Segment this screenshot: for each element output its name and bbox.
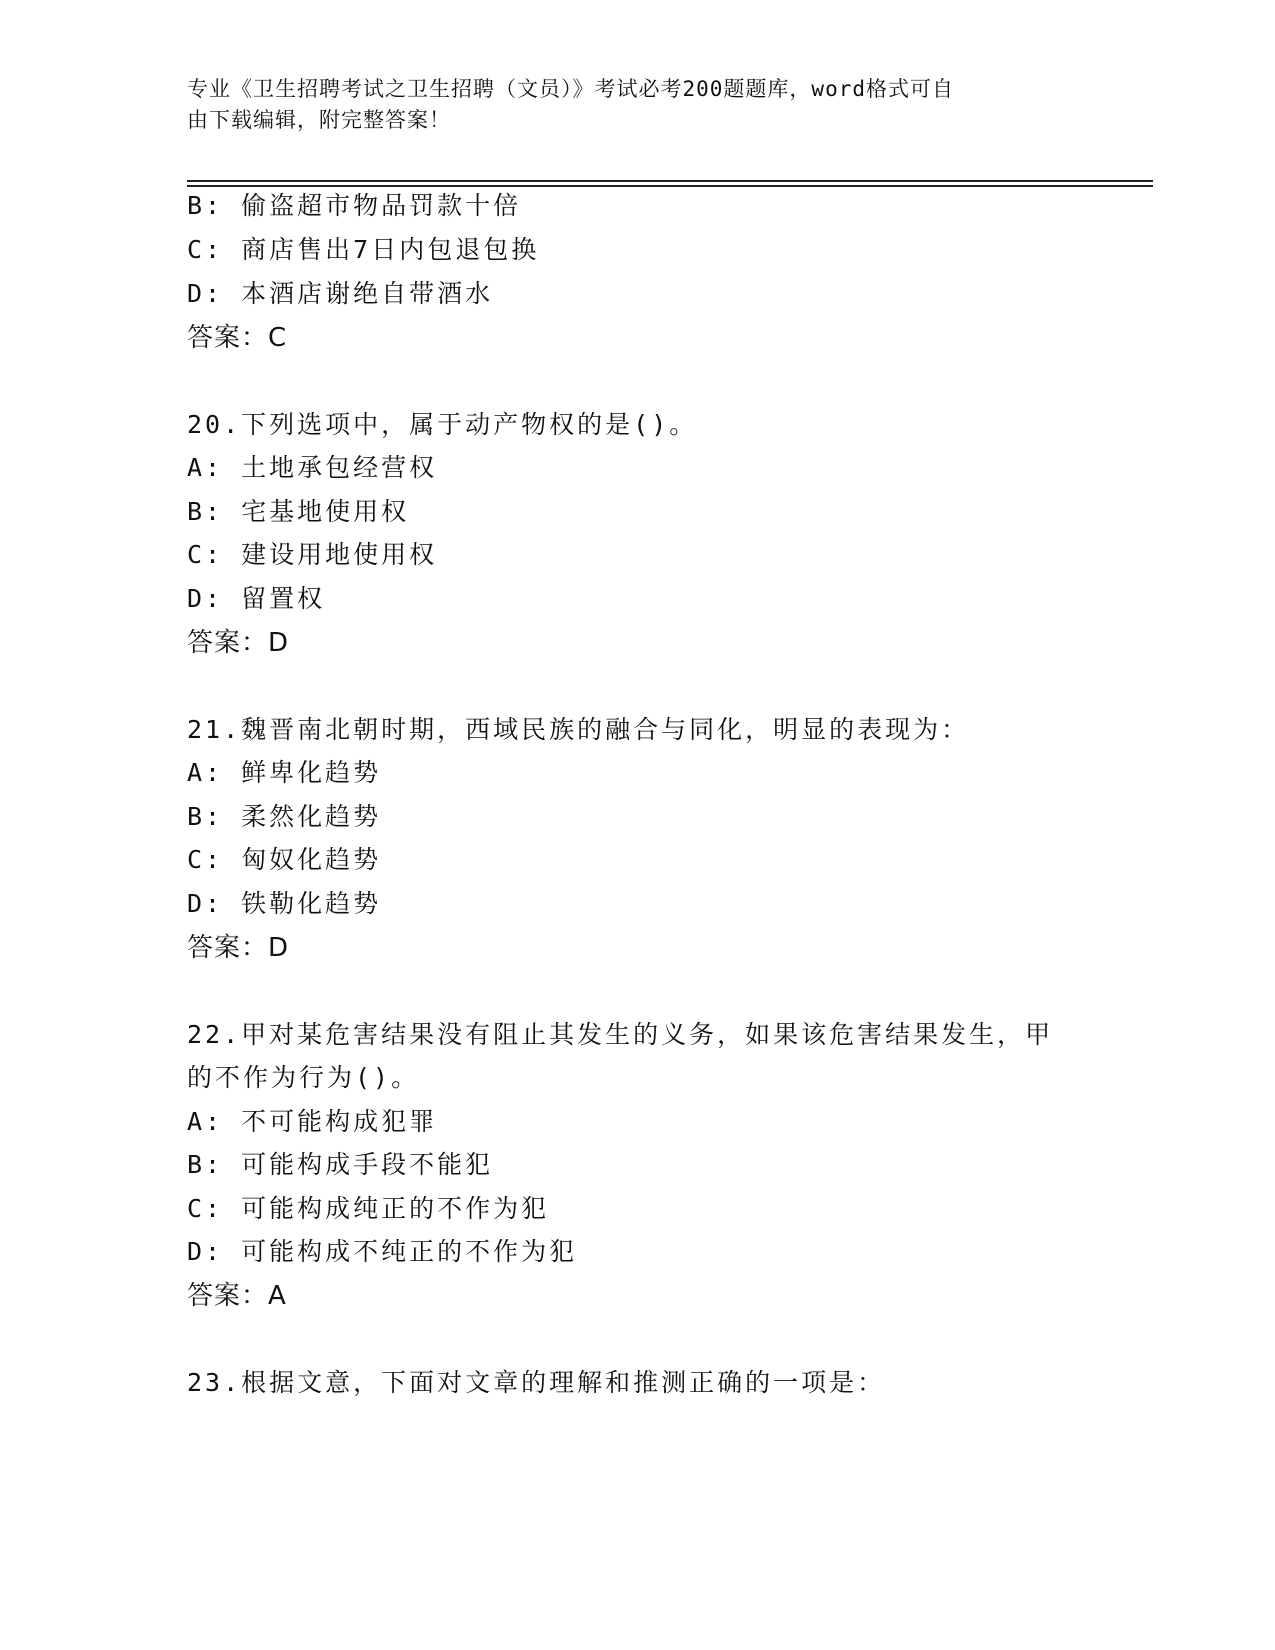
q22-option-a: A: 不可能构成犯罪 xyxy=(187,1107,438,1136)
q20-option-b: B: 宅基地使用权 xyxy=(187,497,410,526)
header-title-line-1: 专业《卫生招聘考试之卫生招聘（文员）》考试必考200题题库，word格式可自 xyxy=(187,77,954,101)
q22-option-c: C: 可能构成纯正的不作为犯 xyxy=(187,1194,550,1223)
q20-option-a: A: 土地承包经营权 xyxy=(187,453,438,482)
q21-question: 21.魏晋南北朝时期，西域民族的融合与同化，明显的表现为： xyxy=(187,715,970,744)
document-header xyxy=(187,74,1067,136)
q21-option-a: A: 鲜卑化趋势 xyxy=(187,758,382,787)
q20-answer: 答案：D xyxy=(187,628,290,658)
q21-answer: 答案：D xyxy=(187,933,290,963)
q21-option-b: B: 柔然化趋势 xyxy=(187,802,382,831)
q22-question-line-2: 的不作为行为()。 xyxy=(187,1063,420,1092)
q19-option-c: C: 商店售出7日内包退包换 xyxy=(187,235,540,264)
q19-option-d: D: 本酒店谢绝自带酒水 xyxy=(187,279,494,308)
header-divider-top xyxy=(187,180,1153,182)
q21-option-d: D: 铁勒化趋势 xyxy=(187,889,382,918)
q20-option-c: C: 建设用地使用权 xyxy=(187,540,438,569)
q19-answer: 答案：C xyxy=(187,323,288,353)
q21-option-c: C: 匈奴化趋势 xyxy=(187,845,382,874)
q19-option-b: B: 偷盗超市物品罚款十倍 xyxy=(187,191,522,220)
q22-option-b: B: 可能构成手段不能犯 xyxy=(187,1150,494,1179)
header-divider-bottom xyxy=(187,185,1153,187)
q22-option-d: D: 可能构成不纯正的不作为犯 xyxy=(187,1237,578,1266)
q23-question: 23.根据文意，下面对文章的理解和推测正确的一项是： xyxy=(187,1368,886,1397)
q20-question: 20.下列选项中，属于动产物权的是()。 xyxy=(187,410,698,439)
header-title-line-2: 由下载编辑，附完整答案！ xyxy=(187,108,451,132)
q22-answer: 答案：A xyxy=(187,1281,287,1311)
q22-question-line-1: 22.甲对某危害结果没有阻止其发生的义务，如果该危害结果发生，甲 xyxy=(187,1020,1054,1049)
q20-option-d: D: 留置权 xyxy=(187,584,326,613)
